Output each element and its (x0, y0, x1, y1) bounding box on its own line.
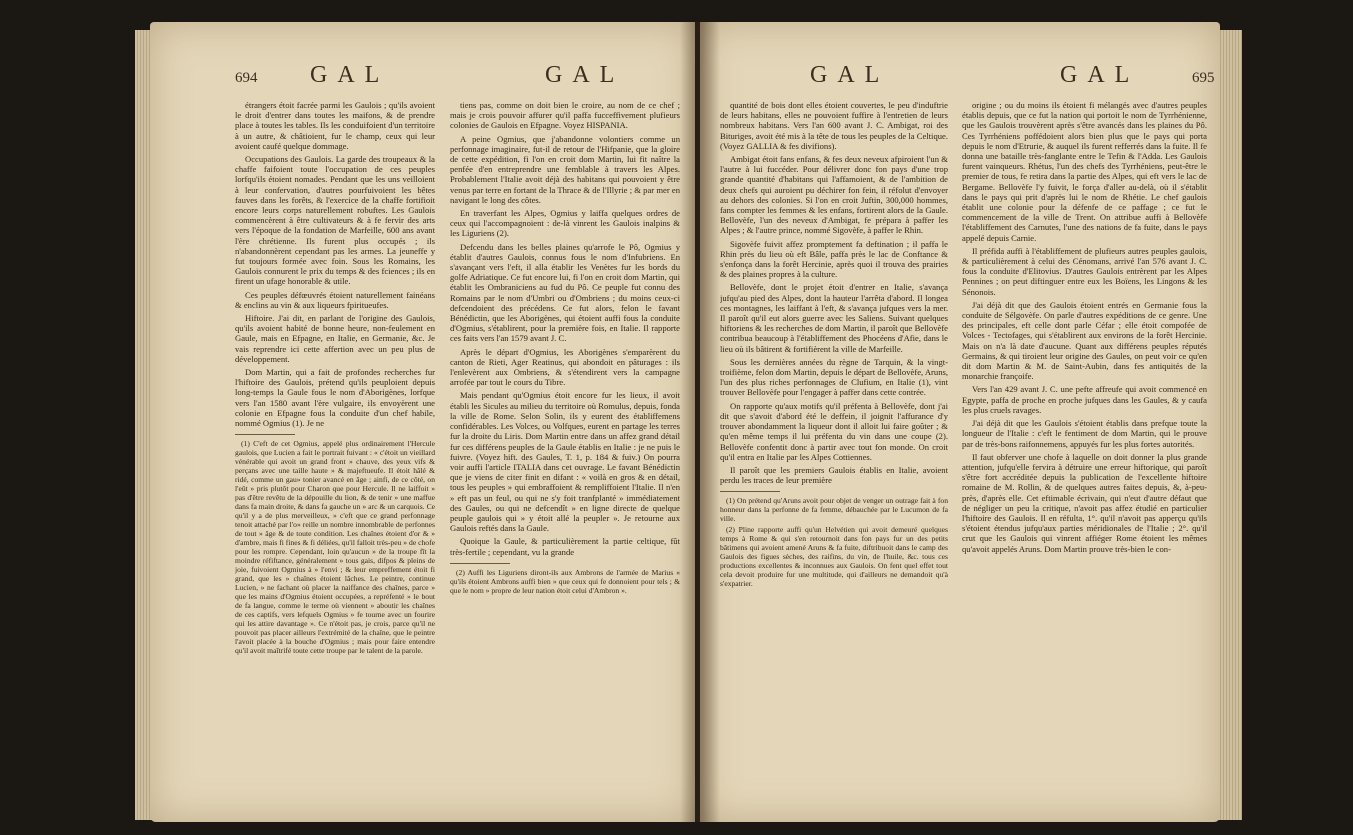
right-page-column-1 (720, 100, 948, 805)
paragraph: étrangers étoit facrée parmi les Gaulois ; qu'ils avoient le droit d'entrer dans toutes les maifons, & de prendre place à toutes les tables. Ils les conduifoient d'un territoire à un autre, & châtioient, fur le champ, ceux qui leur avoient caufé quelque dommage. (235, 100, 435, 151)
footnote: (1) On prétend qu'Aruns avoit pour objet de venger un outrage fait à fon honneur dans la perfonne de fa femme, débauchée par le Lucumon de fa ville. (720, 496, 948, 524)
left-col2-body (450, 100, 680, 557)
paragraph: quantité de bois dont elles étoient couvertes, le peu d'induftrie de leurs habitans, elles ne pouvoient fuffire à l'entretien de leurs nombreux habitans. Vers l'an 600 avant J. C. Ambigat, roi des Bituriges, avoit été mis à la tête de tous les peuples de la Celtique. (Voyez GALLIA & fes divifions). (720, 100, 948, 151)
right-page (700, 22, 1220, 822)
paragraph: Hiftoire. J'ai dit, en parlant de l'origine des Gaulois, qu'ils avoient habité de bonne heure, non-feulement en Gaule, mais en Efpagne, en Italie, en Germanie, &c. Je vais reprendre ici cette affertion avec un peu plus de développement. (235, 313, 435, 364)
right-page-header: GAL (810, 62, 890, 88)
paragraph: Il faut obferver une chofe à laquelle on doit donner la plus grande attention, jufqu'elle fervira à détruire une erreur hiftorique, qui paroît s'être fort accréditée depuis la publication de l'excellente hiftoire romaine de M. Rollin, & de quelques autres faites depuis, &, à-peu-près, d'après elle. Cet eftimable écrivain, qui n'eut d'autre défaut que de négliger un peu la critique, n'avoit pas affez étudié en particulier l'hiftoire des Gaulois. Il en réfulta, 1°. qu'il n'avoit pas apperçu qu'ils s'étoient étendus jufqu'aux parties méridionales de l'Italie ; 2°. qu'il crut que les Gaulois qui vinrent affiéger Rome étoient les mêmes qu'avoit appelés Aruns. Dom Martin prouve très-bien le con- (962, 451, 1207, 554)
paragraph: Bellovèfe, dont le projet étoit d'entrer en Italie, s'avança jufqu'au pied des Alpes, dont la hauteur l'arrêta d'abord. Il longea ces montagnes, les laiffant à l'eft, & s'avança jufques vers la mer. Il paroît qu'il eut alors guerre avec les Saliens. Suivant quelques hiftoriens & les recherches de dom Martin, il paroît que Bellovèfe contribua beaucoup à l'établiffement des Phocéens d'Afie, dans le lieu où ils bâtirent & fortifièrent la ville de Marfeille. (720, 282, 948, 354)
right-col1-body (720, 100, 948, 485)
paragraph: Mais pendant qu'Ogmius étoit encore fur les lieux, il avoit établi les Sicules au milieu du territoire où Romulus, depuis, fonda la ville de Rome. Selon Solin, ils y eurent des établiffemens confidérables. Les Volces, ou Volfques, eurent en partage les terres fur la droite du Liris. Dom Martin entre dans un affez grand détail fur ces différens peuples de la Gaule établis en Italie : je ne puis le fuivre. (Voyez hift. des Gaules, T. 1, p. 184 & fuiv.) On pourra voir auffi l'article ITALIA dans cet ouvrage. Le favant Bénédictin que je viens de citer finit en difant : « voilà en gros & en détail, tous les peuples » qui embraffoient & rempliffoient l'Italie. Il n'en » eft pas un feul, ou qui ne s'y foit tranfplanté » immédiatement des Gaules, ou qui ne defcendît » en ligne directe de quelque peuple gaulois qui » y étoit allé la peupler ». Je retourne aux Gaulois reftés dans la Gaule. (450, 390, 680, 534)
right-page-column-2 (962, 100, 1207, 805)
left-page-number: 694 (235, 70, 258, 86)
paragraph: Occupations des Gaulois. La garde des troupeaux & la chaffe faifoient toute l'occupation de ces peuples lorfqu'ils étoient nomades. Pendant que les uns veilloient à leur confervation, d'autres pourfuivoient les bêtes fauves dans les forêts, & l'exercice de la chaffe fortifioit encore leurs corps naturellement robuftes. Les Gaulois commencèrent à être cultivateurs & à fe fervir des arts vers l'époque de la fondation de Marfeille, 600 ans avant l'ère chrétienne. Ils furent plus occupés ; ils n'abandonnèrent cependant pas les armes. La jeuneffe y fut toujours formée avec foin. Sous les Romains, les Gaulois connurent le prix du temps & des fciences ; ils en firent un ufage honorable & utile. (235, 154, 435, 287)
right-page-number: 695 (1192, 70, 1215, 86)
paragraph: Après le départ d'Ogmius, les Aborigènes s'emparèrent du canton de Rieti, Ager Reatinus, qui abondoit en pâturages : ils l'enlevèrent aux Ombriens, & s'étendirent vers la campagne arrofée par tout le cours du Tibre. (450, 346, 680, 388)
paragraph: En traverfant les Alpes, Ogmius y laiffa quelques ordres de ceux qui l'accompagnoient : de-là vinrent les Gaulois inalpins & les Liguriens (2). (450, 208, 680, 239)
paragraph: Quoique la Gaule, & particulièrement la partie celtique, fût très-fertile ; cependant, vu la grande (450, 536, 680, 557)
paragraph: Sigovèfe fuivit affez promptement fa deftination ; il paffa le Rhin près du lieu où eft Bâle, paffa près le lac de Conftance & s'enfonça dans la forêt Hercinie, après quoi il trouva des prairies & des plaines propres à la culture. (720, 238, 948, 280)
left-page-column-2 (450, 100, 680, 805)
paragraph: A peine Ogmius, que j'abandonne volontiers comme un perfonnage imaginaire, fut-il de retour de l'Hifpanie, que la gloire de cette expédition, fi l'on en croit dom Martin, lui fit naître la penfée d'en entreprendre une femblable à travers les Alpes. Probablement l'Italie avoit déjà des habitans qui pouvoient y être venus par terre en fortant de la Thrace & de l'Illyrie ; & par mer en navigant le long des côtes. (450, 133, 680, 205)
right-col1-footnotes (720, 496, 948, 588)
paragraph: Dom Martin, qui a fait de profondes recherches fur l'hiftoire des Gaulois, prétend qu'ils peuploient depuis long-temps la Gaule fous le nom d'Aborigènes, lorfque vers l'an 1580 avant l'ère vulgaire, ils envoyèrent une colonie en Efpagne fous la conduite d'un chef habile, nommé Ogmius (1). Je ne (235, 367, 435, 429)
left-page-header: GAL (310, 62, 390, 88)
left-page-column-1 (235, 100, 435, 805)
paragraph: J'ai déjà dit que les Gaulois s'étoient établis dans prefque toute la longueur de l'Italie : c'eft le fentiment de dom Martin, qui le prouve par de très-bons raifonnemens, appuyés fur les plus fortes autorités. (962, 418, 1207, 449)
left-col1-footnotes (235, 439, 435, 655)
paragraph: Vers l'an 429 avant J. C. une pefte affreufe qui avoit commencé en Egypte, paffa de proche en proche jufques dans les Gaules, & y caufa les plus cruels ravages. (962, 384, 1207, 415)
footnote: (2) Pline rapporte auffi qu'un Helvétien qui avoit demeuré quelques temps à Rome & qui s'en retournoit dans fon pays fur un des petits bâtimens qui avoient amené Aruns & fa fuite, diftribuoit dans le camp des Gaulois des figues sèches, des raifins, du vin, de l'huile, &c. tous ces productions excellentes & inconnues aux Gaulois. On fent quel effet tout cela devoit produire fur une multitude, qui d'ailleurs ne demandoit qu'à s'expatrier. (720, 525, 948, 589)
footnote-rule (450, 563, 510, 564)
left-page-col2-header: GAL (545, 62, 625, 88)
paragraph: Ambigat étoit fans enfans, & fes deux neveux afpiroient l'un & l'autre à lui fuccéder. Pour délivrer donc fon pays d'une trop grande quantité d'habitans qui l'affamoient, & de l'ambition de deux chefs qui auroient pu déchirer fon fein, il réfolut d'envoyer au dehors des colonies. Si l'on en croit Juftin, 300,000 hommes, fans compter les femmes & les enfans, fortirent alors de la Gaule. Bellovèfe, l'un des neveux d'Ambigat, fe prépara à paffer les Alpes ; & l'autre prince, nommé Sigovèfe, à paffer le Rhin. (720, 154, 948, 236)
footnote-rule (720, 491, 780, 492)
footnote: (1) C'eft de cet Ogmius, appelé plus ordinairement l'Hercule gaulois, que Lucien a fait le portrait fuivant : « c'étoit un vieillard vénérable qui avoit un grand front » chauve, des yeux vifs & perçans avec une taille haute » & majeftueufe. Il étoit hâlé & ridé, comme un gau» tonier avancé en âge ; ainfi, de ce côté, on l'eût » pris plutôt pour Charon que pour Hercule. Il ne laiffoit » pas d'être revêtu de la dépouille du lion, & de tenir » une maffue dans fa main droite, & dans fa gauche un » arc & un carquois. Ce qu'il y a de plus merveilleux, » c'eft que ce grand perfonnage tenoit attaché par l'o» reille un nombre innombrable de perfonnes de tout » âge & de toute condition. Les chaînes étoient d'or & » d'ambre, mais fi fines & fi déliées, qu'il falloit très-peu » de chofe pour les rompre. Cependant, loin qu'aucun » de la troupe fît la moindre réfiftance, généralement » tous gais, difpos & pleins de joie, fuivoient Ogmius à » l'envi ; & leur empreffement étoit fi grand, que les » chaînes étoient lâches. Le peintre, continue Lucien, » ne fachant où placer la naiffance des chaînes, parce » que les mains d'Ogmius étoient occupées, a repréfenté » le bout de fa langue, comme le terme où viennent » aboutir les chaînes de ces captifs, vers lefquels Ogmius » fe tourne avec un fourire qui les attire davantage ». Ce n'étoit pas, je crois, parce qu'il ne pouvoit pas placer ailleurs l'extrémité de la chaîne, que le peintre l'avoit placée à la bouche d'Ogmius ; mais pour faire entendre qu'il avoit maîtrifé toute cette troupe par le talent de la parole. (235, 439, 435, 656)
paragraph: Ces peuples défœuvrés étoient naturellement fainéans & enclins au vin & aux liqueurs fpiritueufes. (235, 289, 435, 310)
footnote: (2) Auffi les Liguriens diront-ils aux Ambrons de l'armée de Marius « qu'ils étoient Ambrons auffi bien » que ceux qui fe donnoient pour tels ; & que le nom » propre de leur nation étoit celui d'Ambron ». (450, 567, 680, 595)
right-page-col2-header: GAL (1060, 62, 1140, 88)
paragraph: tiens pas, comme on doit bien le croire, au nom de ce chef ; mais je crois pouvoir affurer qu'il paffa fucceffivement plufieurs colonies de Gaulois en Efpagne. Voyez HISPANIA. (450, 100, 680, 131)
footnote-rule (235, 434, 295, 435)
paragraph: Il paroît que les premiers Gaulois établis en Italie, avoient perdu les traces de leur première (720, 464, 948, 486)
paragraph: origine ; ou du moins ils étoient fi mélangés avec d'autres peuples établis depuis, que ce fut la nation qui portoit le nom de Tyrrhénienne, que les Gaulois trouvèrent après s'être avancés dans les plaines du Pô. Ces Tyrrhéniens poffédoient alors bien plus que le pays qui porta depuis le nom d'Etrurie, & auquel ils furent refferrés dans la fuite. Il fe donna une bataille très-fanglante entre le Tefin & l'Adda. Les Gaulois furent vainqueurs. Rhétus, l'un des chefs des Tyrrhéniens, peut-être le premier de tous, fe retira dans la partie des Alpes, qui eft vers le lac de Bergame. Bellovèfe l'y fuivit, le força d'aller au-delà, où il s'établit dans le pays qui prit d'après lui le nom de Rhétie. Le chef gaulois établit une colonie pour la défenfe de ce paffage ; ce fut le commencement de la ville de Trent. On attribue auffi à Bellovèfe l'établiffement des Carnutes, l'une des nations de fa fuite, dans le pays appelé depuis Carnie. (962, 100, 1207, 243)
right-page-stack (1218, 30, 1242, 820)
paragraph: Sous les dernières années du règne de Tarquin, & la vingt-troifième, felon dom Martin, depuis le départ de Bellovèfe, Aruns, l'un des plus riches perfonnages de Clufium, en Italie (1), vint trouver Bellovèfe pour l'engager à paffer dans cette contrée. (720, 356, 948, 398)
left-page (150, 22, 695, 822)
right-col2-body (962, 100, 1207, 554)
paragraph: J'ai déjà dit que des Gaulois étoient entrés en Germanie fous la conduite de Sélgovèfe. On parle d'autres expéditions de ce genre. Une des principales, eft celle dont parle Céfar ; elle étoit compofée de Volces - Tectofages, qui s'établirent aux environs de la forêt Hercinie. Mais on n'a là date d'aucune. Quant aux différens peuples réputés Germains, & qui tiroient leur origine des Gaules, on peut voir ce qu'en dit dom Martin & M. de Saint-Aubin, dans fes antiquités de la monarchie françoife. (962, 299, 1207, 382)
book-gutter (680, 22, 720, 822)
left-col2-footnotes (450, 568, 680, 595)
paragraph: On rapporte qu'aux motifs qu'il préfenta à Bellovèfe, dont j'ai dit que s'avoit d'abord été le deffein, il joignit l'affurance d'y trouver abondamment la liqueur dont il alloit lui faire goûter ; & qu'en même temps il lui préfenta du vin dans une coupe (2). Bellovèfe confentit donc à partir avec tout fon monde. On croit qu'il entra en Italie par les Alpes Cottiennes. (720, 400, 948, 462)
paragraph: Il préfida auffi à l'établiffement de plufieurs autres peuples gaulois, & particulièrement à celui des Cénomans, arrivé l'an 576 avant J. C. fous la conduite d'Elitovius. D'autres Gaulois entrèrent par les Alpes Pennines ; on peut diftinguer entre eux les Boïens, les Lingons & les Sénonois. (962, 245, 1207, 297)
left-col1-body (235, 100, 435, 428)
paragraph: Defcendu dans les belles plaines qu'arrofe le Pô, Ogmius y établit d'autres Gaulois, connus fous le nom d'Infubriens. En s'avançant vers l'eft, il alla établir les Venètes fur les bords du golfe Adriatique. Ce fut encore lui, fi l'on en croit dom Martin, qui établit les Ombraniciens au fud du Pô. Ce peuple fut connu des Romains par le nom d'Umbri ou d'Ombriens ; du moins ceux-ci defcendoient des précédens. Ce fut alors, felon le favant Bénédictin, que les Aborigènes, qui étoient auffi fous la conduite d'Ogmius, s'établirent, pour la première fois, en Italie. Il rapporte ces faits vers l'an 1579 avant J. C. (450, 241, 680, 344)
